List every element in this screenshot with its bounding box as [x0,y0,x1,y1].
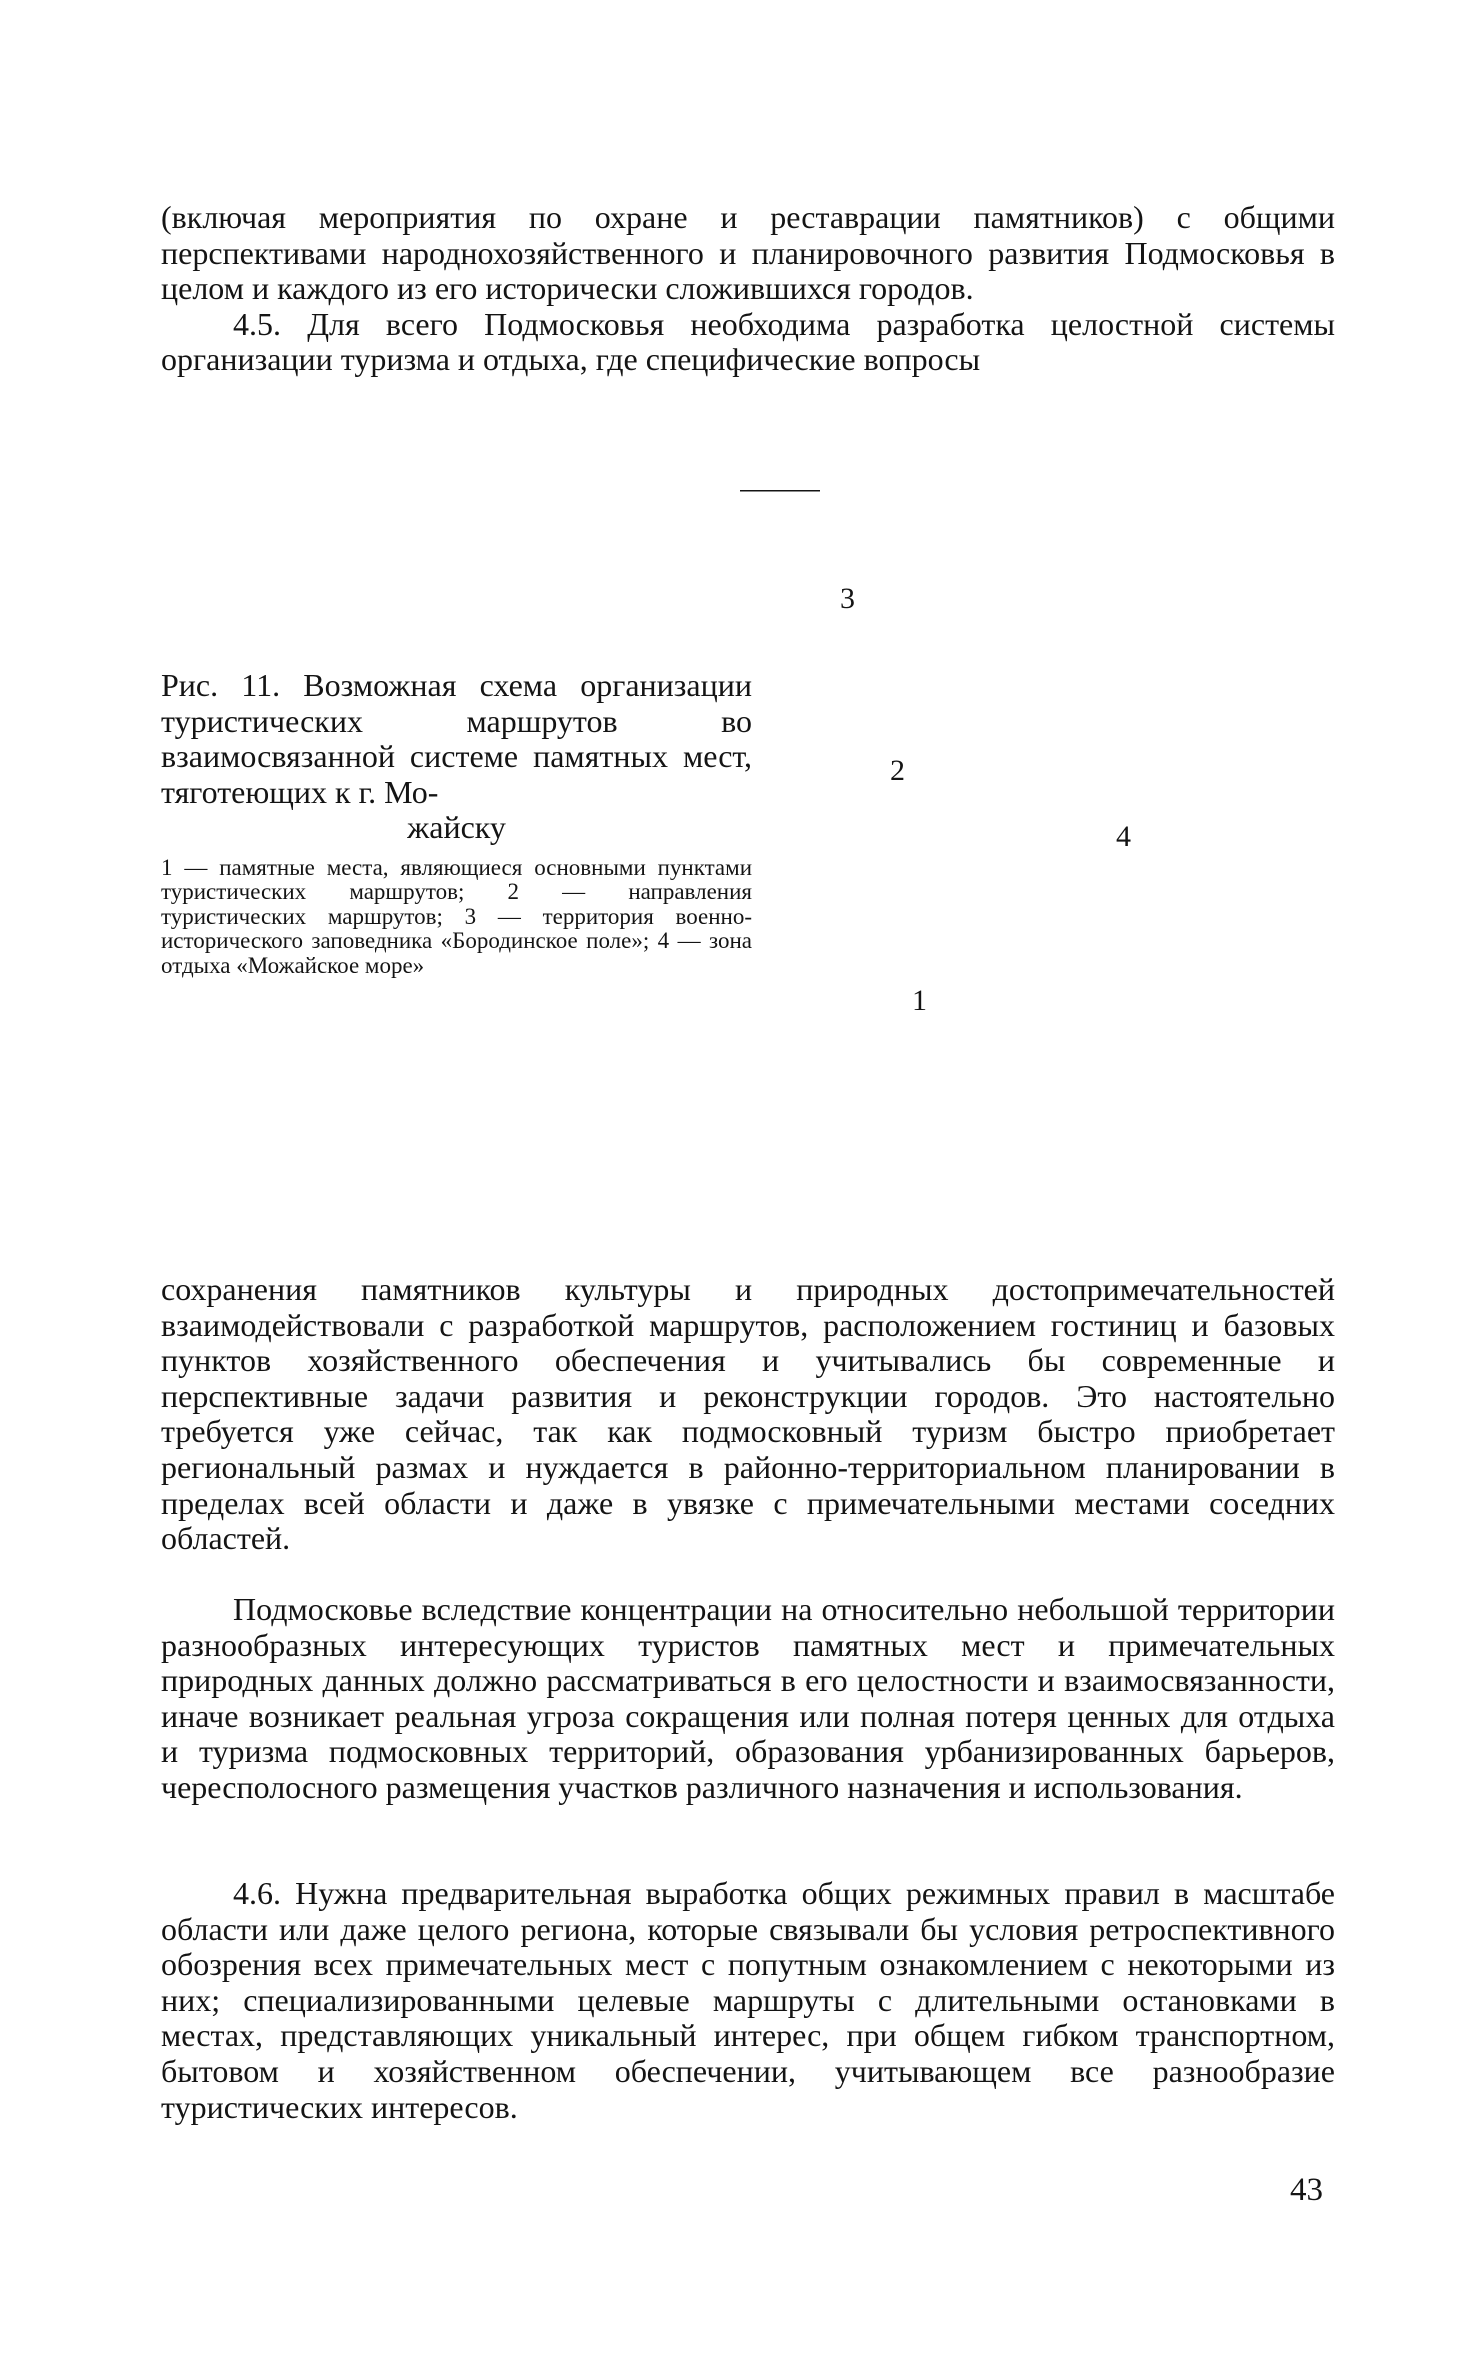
caption-end-text: жайску [407,809,506,845]
paragraph-section-4-6: 4.6. Нужна предварительная выработка общих режимных правил в масштабе области или даже целого региона, которые связывали бы условия ретроспективного обозрения всех примечательных мест с попутным ознакомлением с некоторыми из них; специализированными целевые маршруты с длительными остановками в местах, представляющих уникальный интерес, при общем гибком транспортном, бытовом и хозяйственном обеспечении, учитывающем все разнообразие туристических интересов. [161,1875,1335,2125]
paragraph-podmoskovye: Подмосковье вследствие концентрации на относительно небольшой территории разнообразных интересующих туристов памятных мест и примечательных природных данных должно рассматриваться в его целостности и взаимосвязанности, иначе возникает реальная угроза сокращения или полная потеря ценных для отдыха и туризма подмосковных территорий, образования урбанизированных барьеров, чересполосного размещения участков различного назначения и использования. [161,1591,1335,1805]
map-label-4: 4 [1116,820,1131,853]
paragraph-section-4-5: 4.5. Для всего Подмосковья необходима разработка целостной системы организации туризма и отдыха, где специфические вопросы [161,305,1335,378]
page-number: 43 [1290,2172,1323,2208]
paragraph-continuation: сохранения памятников культуры и природных достопримечательностей взаимодействовали с разработкой маршрутов, расположением гостиниц и базовых пунктов хозяйственного обеспечения и учитывались бы современные и перспективные задачи развития и реконструкции городов. Это настоятельно требуется уже сейчас, так как подмосковный туризм быстро приобретает региональный размах и нуждается в районно-территориальном планировании в пределах всей области и даже в увязке с примечательными местами соседних областей. [161,1271,1335,1557]
map-label-2: 2 [890,754,905,787]
paragraph-intro-text: (включая мероприятия по охране и реставрации памятников) с общими перспективами народнохозяйственного и планировочного развития Подмосковья в целом и каждого из его исторически сложившихся городов. [161,199,1335,307]
tourist-route-map [740,490,1400,1235]
figure-legend: 1 — памятные места, являющиеся основными пунктами туристических маршрутов; 2 — направления туристических маршрутов; 3 — территория военно-исторического заповедника «Бородинское поле»; 4 — зона отдыха «Можайское море» [161,854,752,978]
route-map-svg [740,490,1400,1235]
map-label-3: 3 [840,582,855,615]
caption-main-text: Рис. 11. Возможная схема организации туристических маршрутов во взаимосвязанной системе памятных мест, тяготеющих к г. Мо- [161,667,752,810]
paragraph-intro [161,200,1335,378]
figure-caption-title [161,668,752,846]
figure-caption [161,668,752,978]
map-label-1: 1 [912,984,927,1017]
